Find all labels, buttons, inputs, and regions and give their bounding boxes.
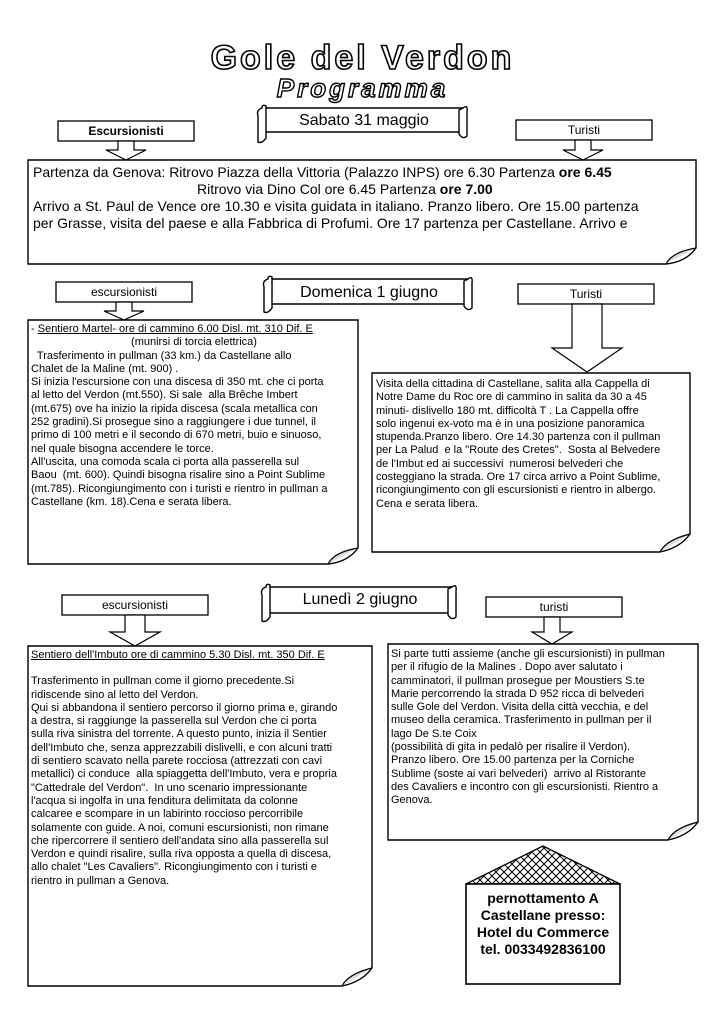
text-line: al letto del Verdon (mt.550). Si sale alla Brêche Imbert [31,389,298,402]
text-line: museo della ceramica. Trasferimento in pullman per il [391,714,652,727]
day2-date: Domenica 1 giugno [300,284,438,301]
text-line: Pranzo libero. Ore 15.00 partenza per la Corniche [391,754,635,767]
text-line: a destra, si raggiunge la passerella sul Verdon che ci porta [31,715,317,728]
text-line: solo ingenui ex-voto ma è in una posizione panoramica [376,417,645,430]
hotel-roof [466,846,620,884]
page-subtitle: Programma [276,73,449,103]
text-line: stupenda.Pranzo libero. Ore 14.30 partenza con il pullman [376,431,661,444]
hotel-line: Castellane presso: [480,907,606,923]
text-line: di sentiero scavato nella parete rocciosa (attrezzati con cavi [31,755,323,768]
arrow-turisti-1 [563,140,603,160]
day1-left-label: Escursionisti [88,124,164,138]
day1-line2-text: Ritrovo via Dino Col ore 6.45 Partenza [197,181,440,197]
day1-line1 [33,164,693,181]
text-line: sulla riva sinistra del torrente. A questo punto, inizia il Sentier [31,728,327,741]
arrow-escursionisti-3 [110,615,160,646]
day2-left-note: (munirsi di torcia elettrica) [131,336,257,349]
text-line: des Cavaliers e incontro con gli escursionisti. Rientro a [391,780,659,793]
text-line: calcaree e scompare in un labirinto roccioso percorribile [31,808,304,821]
hotel-line: pernottamento A [487,890,599,906]
text-line: metallici) ci conduce alla spiaggetta dell'Imbuto, vera e propria [31,768,337,781]
text-line: che ripercorrere il sentiero dell'andata sino alla passerella sul [31,834,329,847]
text-line [31,662,371,675]
text-line: ridiscende sino al letto del Verdon. [31,688,199,701]
text-line: Marie percorrendo la strada D 952 ricca di belvederi [391,687,645,700]
text-line: de l'Imbut ed ai successivi numerosi belvederi che [376,457,624,470]
day2-left-paragraph [31,350,357,510]
day1-right-label: Turisti [567,123,601,137]
text-line: dell'Imbuto che, senza apprezzabili dislivelli, e con alcuni tratti [31,741,333,754]
text-line: Baou (mt. 600). Quindi bisogna risalire sino a Point Sublime [31,469,326,482]
text-line: Trasferimento in pullman (33 km.) da Castellane allo [31,349,292,362]
hotel-info [466,890,620,958]
day3-left-heading: Sentiero dell'Imbuto ore di cammino 5.30 Disl. mt. 350 Dif. E [31,649,325,661]
text-line: l'acqua si ingolfa in una fenditura delimitata da colonne [31,794,298,807]
text-line: per La Palud e la "Route des Cretes". Sosta al Belvedere [376,444,661,457]
text-line: Qui si abbandona il sentiero percorso il giorno prima e, girando [31,701,338,714]
text-line: lago De S.te Coix [391,727,477,740]
page-title: Gole del Verdon [210,39,515,77]
text-line: Chalet de la Maline (mt. 900) . [31,362,179,375]
text-line: Genova. [391,794,433,807]
text-line: minuti- dislivello 180 mt. difficoltà T . La Cappella offre [376,404,639,417]
text-line: "Cattedrale del Verdon". In uno scenario impressionante [31,781,308,794]
day1-line1-time: ore 6.45 [558,164,612,180]
day3-right-label: turisti [539,600,569,614]
text-line: Visita della cittadina di Castellane, salita alla Cappella di [376,378,650,390]
text-line: (mt.675) ove ha inizio la ripida discesa (scala metallica con [31,402,318,415]
text-line: ricongiungimento con gli escursionisti e rientro in albergo. [376,484,657,497]
day1-line2 [33,181,693,198]
day2-right-label: Turisti [569,287,603,301]
text-line: (possibilità di gita in pedalò per risalire il Verdon). [391,741,631,754]
text-line: All'uscita, una comoda scala ci porta alla passerella sul [31,455,300,468]
text-line: Notre Dame du Roc ore di cammino in salita da 30 a 45 [376,391,647,404]
text-line: (mt.785). Ricongiungimento con i turisti e rientro in pullman a [31,482,328,495]
day3-left-text [31,649,371,888]
arrow-turisti-2 [552,304,622,372]
day2-left-label: escursionisti [90,285,158,299]
arrow-turisti-3 [532,617,572,644]
text-line: 252 gradini).Si prosegue sino a raggiungere i due tunnel, il [31,416,316,429]
text-line: Trasferimento in pullman come il giorno precedente.Si [31,675,295,688]
text-line: nel quale bisogna accendere le torce. [31,442,214,455]
arrow-escursionisti-2 [104,302,144,320]
text-line: Si parte tutti assieme (anche gli escursionisti) in pullman [391,648,665,660]
arrow-escursionisti-1 [106,141,146,160]
day2-left-heading-dash: - [31,323,38,335]
day1-line1-text: Partenza da Genova: Ritrovo Piazza della Vittoria (Palazzo INPS) ore 6.30 Partenza [33,164,559,180]
text-line: solamente con guide. A noi, comuni escursionisti, non rimane [31,821,329,834]
text-line: camminatori, il pullman prosegue per Moustiers S.te [391,674,645,687]
day2-right-text [376,378,688,511]
day2-left-text [31,323,357,509]
day1-line2-time: ore 7.00 [439,181,493,197]
text-line: Sublime (soste ai vari belvederi) arrivo al Ristorante [391,767,646,780]
day3-right-text [391,648,696,808]
day3-left-label: escursionisti [101,598,169,612]
text-line: rientro in pullman a Genova. [31,874,170,887]
text-line: allo chalet "Les Cavaliers". Ricongiungimento con i turisti e [31,861,318,874]
day3-date: Lunedì 2 giugno [302,591,418,608]
text-line: per il rifugio de la Malines . Dopo aver salutato i [391,661,623,674]
text-line: sulle Gole del Verdon. Visita della città vecchia, e del [391,701,649,714]
text-line: primo di 100 metri e il secondo di 670 metri, buio e sinuoso, [31,429,322,442]
day1-date: Sabato 31 maggio [299,112,429,129]
hotel-line: tel. 0033492836100 [480,941,606,957]
text-line: Si inizia l'escursione con una discesa di 350 mt. che ci porta [31,376,324,389]
day1-line4: per Grasse, visita del paese e alla Fabbrica di Profumi. Ore 17 partenza per Castellane. Arrivo e [33,215,628,231]
text-line: Verdon e quindi risalire, sulla riva opposta a quella di discesa, [31,848,332,861]
text-line: Castellane (km. 18).Cena e serata libera. [31,495,232,508]
hotel-line: Hotel du Commerce [476,924,610,940]
day1-body [33,164,693,232]
day1-line3: Arrivo a St. Paul de Vence ore 10.30 e visita guidata in italiano. Pranzo libero. Ore 15.00 partenza [33,198,639,214]
day2-left-heading: Sentiero Martel- ore di cammino 6.00 Disl. mt. 310 Dif. E [37,323,313,335]
text-line: costeggiano la strada. Ore 17 circa arrivo a Point Sublime, [376,471,661,484]
day3-left-paragraph [31,662,371,888]
text-line: Cena e serata libera. [376,497,479,510]
